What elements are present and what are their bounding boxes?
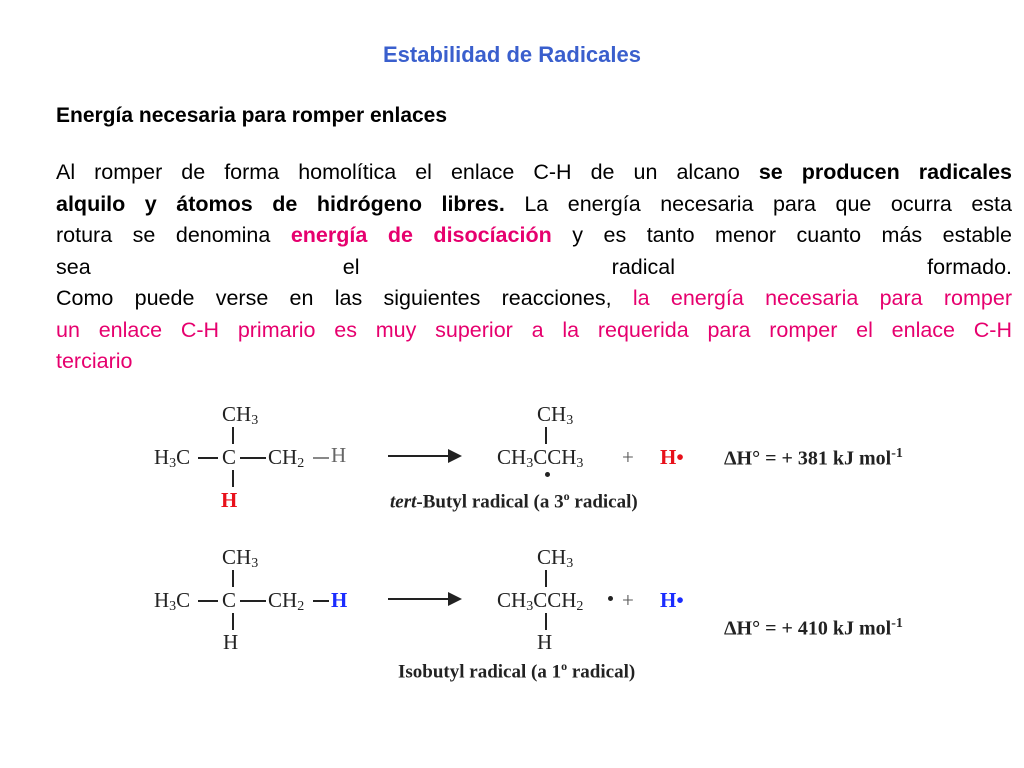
bond-vertical (545, 427, 547, 444)
paragraph-line-4: sea el radical formado. (56, 254, 1012, 279)
paragraph-line-3 (56, 220, 1012, 252)
reactant-ch3-top: $CH_3$ (222, 402, 259, 428)
paragraph-line-2 (56, 189, 1012, 221)
hydrogen-radical: H• (660, 445, 684, 469)
bond-vertical (232, 470, 234, 487)
product-ch3-top: $CH_3$ (537, 402, 574, 428)
hydrogen-radical: H• (660, 588, 684, 612)
reactant-c-center: C (222, 588, 237, 612)
reaction-1-caption: tert-Butyl radical (a 3$^o$ radical) (390, 489, 638, 513)
enthalpy-label: ΔH° = + 410 kJ mol$^{-1}$ (724, 616, 903, 640)
body-paragraph (56, 157, 1012, 378)
reactant-h-bottom: H (223, 630, 239, 654)
plus-sign: + (622, 445, 634, 469)
text-normal: La energía necesaria para que ocurra esta (504, 191, 1012, 216)
bond-vertical (232, 427, 234, 444)
text-bold: alquilo y átomos de hidrógeno libres. (56, 191, 505, 216)
bond-horizontal (198, 457, 218, 459)
bond-horizontal (198, 600, 218, 602)
text-normal: Como puede verse en las siguientes reacciones, (56, 286, 633, 310)
bond-horizontal (240, 457, 266, 459)
paragraph-line-5 (56, 283, 1012, 315)
text-normal: y es tanto menor cuanto más estable (551, 223, 1013, 247)
reactant-ch2: $CH_2$ (268, 445, 305, 471)
product-main: $CH_3CCH_3$ (497, 445, 584, 471)
section-subtitle: Energía necesaria para romper enlaces (56, 104, 448, 127)
reactant-h-bottom: H (221, 488, 238, 512)
bond-horizontal (240, 600, 266, 602)
reactant-h3c: $H_3C$ (154, 445, 191, 471)
reactant-ch2: $CH_2$ (268, 588, 305, 614)
page-title: Estabilidad de Radicales (383, 42, 641, 67)
bond-vertical (545, 613, 547, 630)
enthalpy-label: ΔH° = + 381 kJ mol$^{-1}$ (724, 446, 903, 470)
reaction-arrow (388, 598, 460, 600)
plus-sign: + (622, 588, 634, 612)
text-normal: Al romper de forma homolítica el enlace C-H de un alcano (56, 160, 759, 184)
bond-vertical (232, 570, 234, 587)
reaction-arrow (388, 455, 460, 457)
bond-vertical (545, 570, 547, 587)
product-h-bottom: H (537, 630, 553, 654)
reactant-c-center: C (222, 445, 237, 469)
product-main: $CH_3CCH_2$ (497, 588, 584, 614)
paragraph-line-1 (56, 157, 1012, 189)
radical-dot (608, 596, 613, 601)
bond-vertical (232, 613, 234, 630)
reactant-h-right: H (331, 588, 348, 612)
paragraph-line-7: terciario (56, 349, 133, 373)
bond-breaking (313, 457, 329, 459)
product-ch3-top: $CH_3$ (537, 545, 574, 571)
highlight-term: energía de disocíación (290, 223, 552, 247)
reactant-ch3-top: $CH_3$ (222, 545, 259, 571)
bond-breaking (313, 600, 329, 602)
reaction-2-caption: Isobutyl radical (a 1$^o$ radical) (398, 659, 636, 683)
highlight-text: la energía necesaria para romper (632, 286, 1012, 310)
text-bold: se producen radicales (758, 160, 1012, 184)
paragraph-line-6: un enlace C-H primario es muy superior a la requerida para romper el enlace C-H (56, 317, 1012, 342)
radical-dot (545, 472, 550, 477)
reactant-h3c: $H_3C$ (154, 588, 191, 614)
reactant-h-right: H (331, 443, 347, 467)
text-normal: rotura se denomina (56, 223, 291, 247)
